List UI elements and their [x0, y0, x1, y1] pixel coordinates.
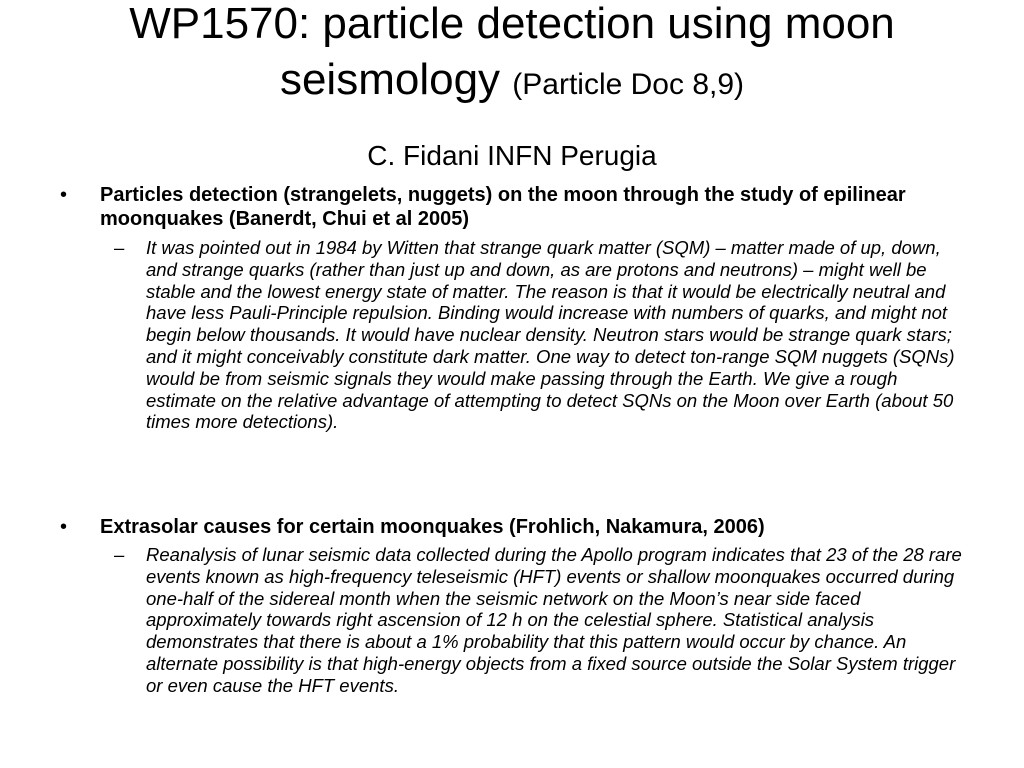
- sub-bullet-text: It was pointed out in 1984 by Witten that strange quark matter (SQM) – matter made of up, down, and strange quarks (rather than just up and down, as are protons and neutrons) – might well be stable and the lowest energy state of matter. The reason is that it would be electrically neutral and have less Pauli-Principle repulsion. Binding would increase with numbers of quarks, and might not begin below thousands. It would have nuclear density. Neutron stars would be strange quark stars; and it might conceivably constitute dark matter. One way to detect ton-range SQM nuggets (SQNs) would be from seismic signals they would make passing through the Earth. We give a rough estimate on the relative advantage of attempting to detect SQNs on the Moon over Earth (about 50 times more detections).: [146, 237, 955, 433]
- slide-author: C. Fidani INFN Perugia: [367, 140, 657, 171]
- bullet-item: [60, 515, 960, 539]
- sub-bullet-text: Reanalysis of lunar seismic data collected during the Apollo program indicates that 23 of the 28 rare events known as high-frequency teleseismic (HFT) events or shallow moonquakes occurred during one-half of the sidereal month when the seismic network on the Moon’s near side faced approximately towards right ascension of 12 h on the celestial sphere. Statistical analysis demonstrates that there is about a 1% probability that this pattern would occur by chance. An alternate possibility is that high-energy objects from a fixed source outside the Solar System trigger or even cause the HFT events.: [146, 544, 962, 696]
- bullet-text: Extrasolar causes for certain moonquakes (Frohlich, Nakamura, 2006): [100, 516, 765, 538]
- bullet-item: [60, 183, 960, 231]
- bullet-mark: •: [60, 516, 68, 538]
- dash-mark: –: [114, 237, 125, 258]
- dash-mark: –: [114, 544, 125, 565]
- slide-title: [20, 0, 1004, 113]
- bullet-mark: •: [60, 184, 68, 206]
- sub-bullet-item: [114, 544, 964, 697]
- slide-title-sub: (Particle Doc 8,9): [512, 68, 745, 101]
- sub-bullet-item: [114, 237, 964, 433]
- slide-title-main: WP1570: particle detection using moon seismology: [129, 0, 895, 104]
- bullet-text: Particles detection (strangelets, nuggets) on the moon through the study of epilinear moonquakes (Banerdt, Chui et al 2005): [100, 184, 906, 230]
